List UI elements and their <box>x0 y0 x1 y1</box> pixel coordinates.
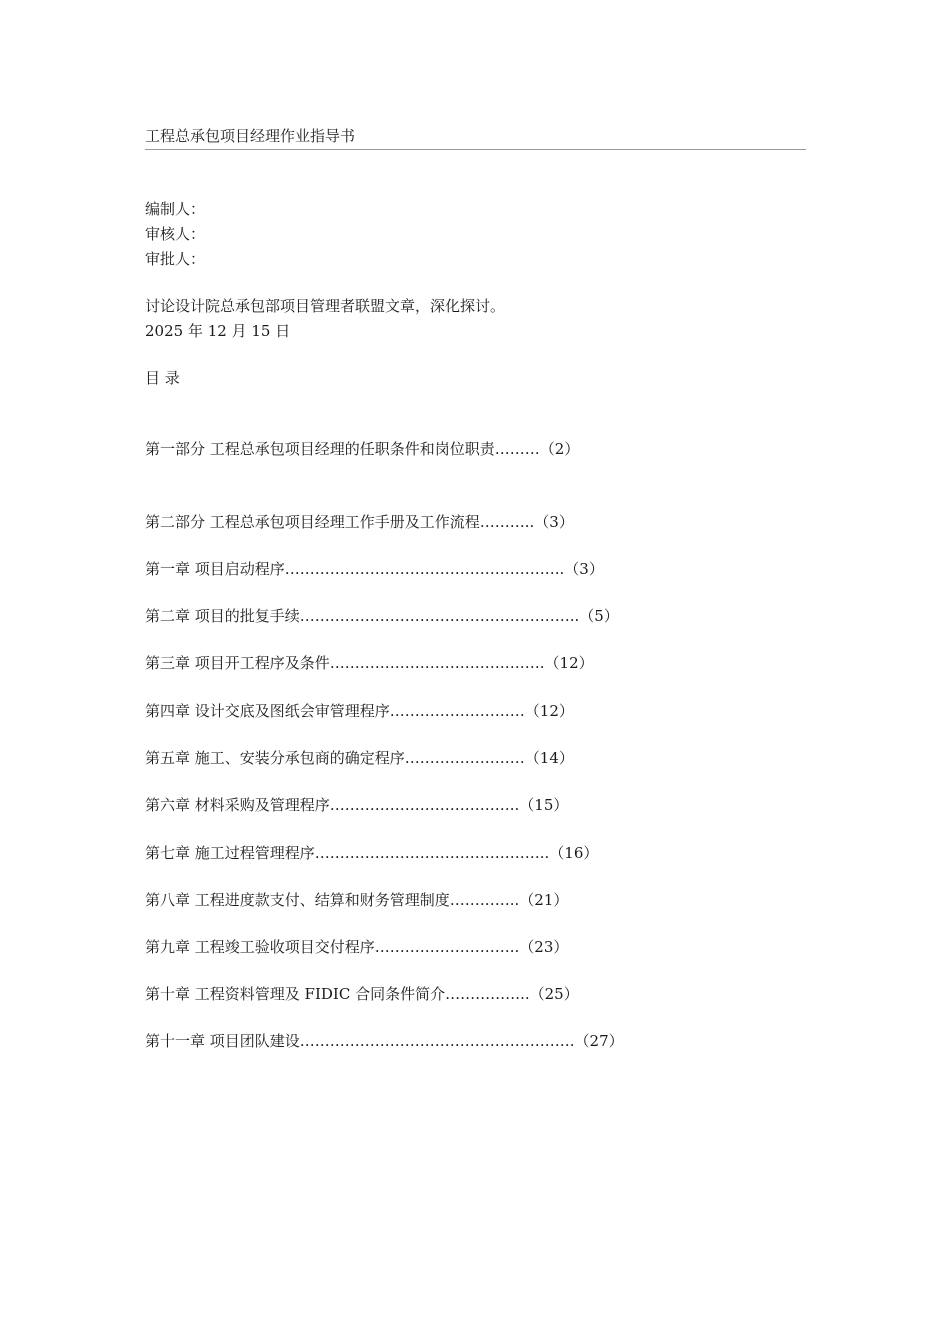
toc-entry[interactable]: 第二部分 工程总承包项目经理工作手册及工作流程………..（3） <box>145 513 574 531</box>
toc-entry[interactable]: 第十章 工程资料管理及 FIDIC 合同条件简介……………..（25） <box>145 985 579 1003</box>
reviewer-label: 审核人： <box>145 225 206 243</box>
toc-entry[interactable]: 第五章 施工、安装分承包商的确定程序……………………（14） <box>145 749 574 767</box>
editor-label: 编制人： <box>145 200 206 218</box>
document-date: 2025 年 12 月 15 日 <box>145 322 291 340</box>
toc-entry[interactable]: 第一部分 工程总承包项目经理的任职条件和岗位职责………（2） <box>145 440 580 458</box>
signature-block <box>145 197 205 272</box>
toc-entry[interactable]: 第四章 设计交底及图纸会审管理程序………………………（12） <box>145 702 574 720</box>
toc-entry[interactable]: 第三章 项目开工程序及条件…………………………………….（12） <box>145 654 594 672</box>
discussion-note: 讨论设计院总承包部项目管理者联盟文章，深化探讨。 <box>145 297 506 315</box>
toc-entry[interactable]: 第六章 材料采购及管理程序………………………………..（15） <box>145 796 569 814</box>
toc-heading: 目 录 <box>145 369 180 387</box>
toc-entry[interactable]: 第八章 工程进度款支付、结算和财务管理制度…………..（21） <box>145 891 569 909</box>
toc-entry[interactable]: 第二章 项目的批复手续………………………………………………..（5） <box>145 607 619 625</box>
approver-label: 审批人： <box>145 250 206 268</box>
page-header-title: 工程总承包项目经理作业指导书 <box>145 127 356 145</box>
toc-entry[interactable]: 第十一章 项目团队建设……………………………………………….（27） <box>145 1032 624 1050</box>
toc-entry[interactable]: 第九章 工程竣工验收项目交付程序………………………..（23） <box>145 938 569 956</box>
toc-entry[interactable]: 第七章 施工过程管理程序………………………………………..（16） <box>145 844 599 862</box>
toc-entry[interactable]: 第一章 项目启动程序………………………………………………..（3） <box>145 560 604 578</box>
header-divider <box>145 149 806 150</box>
